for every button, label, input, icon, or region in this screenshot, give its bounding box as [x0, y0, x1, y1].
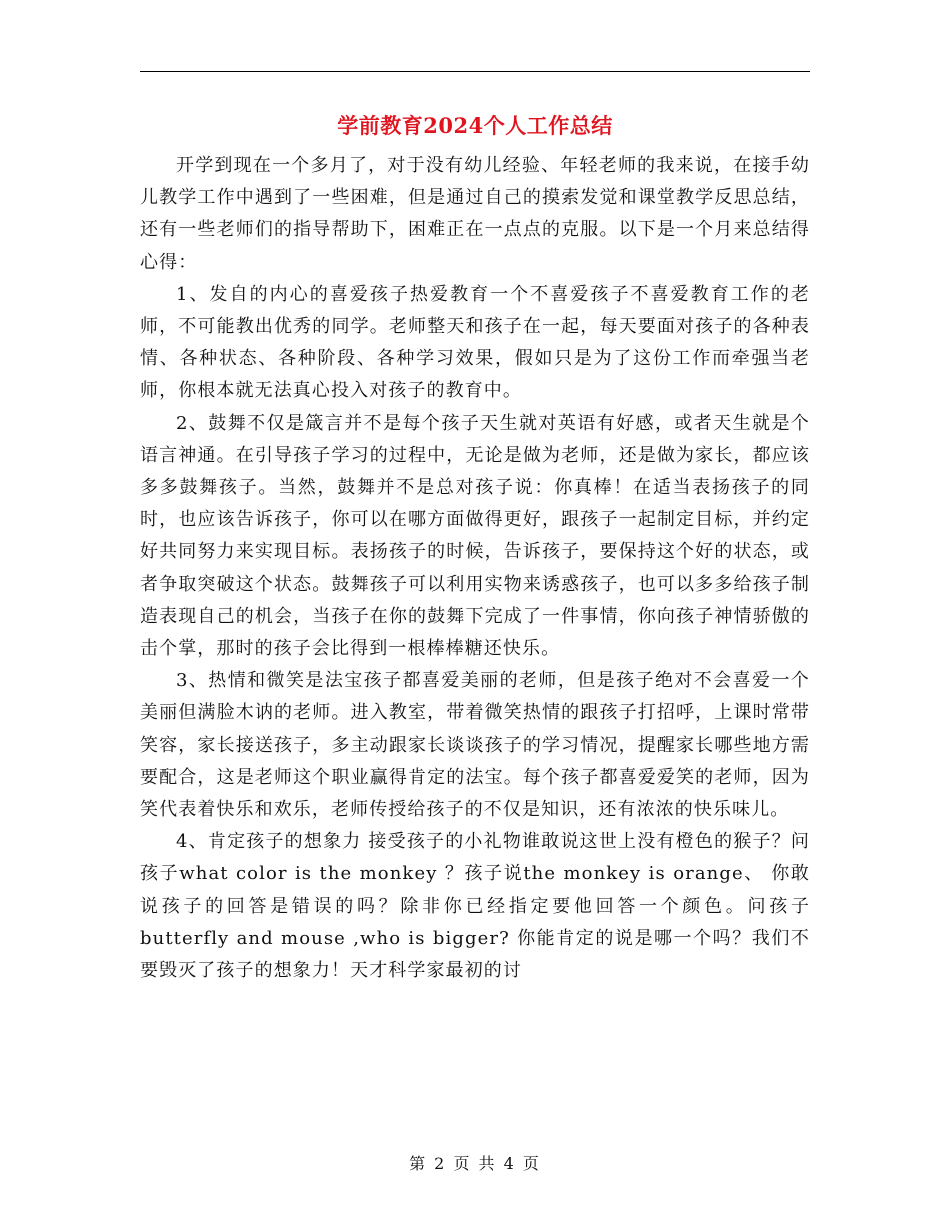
- document-title: 学前教育2024个人工作总结: [337, 113, 613, 138]
- paragraph-point-2: 2、鼓舞不仅是箴言并不是每个孩子天生就对英语有好感，或者天生就是个语言神通。在引导孩子学习的过程中，无论是做为老师，还是做为家长，都应该多多鼓舞孩子。当然，鼓舞并不是总对孩子说：你真棒！在适当表扬孩子的同时，也应该告诉孩子，你可以在哪方面做得更好，跟孩子一起制定目标，并约定好共同努力来实现目标。表扬孩子的时候，告诉孩子，要保持这个好的状态，或者争取突破这个状态。鼓舞孩子可以利用实物来诱惑孩子，也可以多多给孩子制造表现自己的机会，当孩子在你的鼓舞下完成了一件事情，你向孩子神情骄傲的击个掌，那时的孩子会比得到一根棒棒糖还快乐。: [140, 412, 810, 660]
- header-rule: [140, 71, 810, 72]
- paragraph-point-4: 4、肯定孩子的想象力 接受孩子的小礼物谁敢说这世上没有橙色的猴子？问孩子what color is the monkey ？孩子说the monkey is orange、 你敢说孩子的回答是错误的吗？除非你已经指定要他回答一个颜色。问孩子butterfly and mouse ,who is bigger? 你能肯定的说是哪一个吗？我们不要毁灭了孩子的想象力！天才科学家最初的讨: [140, 831, 810, 982]
- paragraph-point-3: 3、热情和微笑是法宝孩子都喜爱美丽的老师，但是孩子绝对不会喜爱一个美丽但满脸木讷的老师。进入教室，带着微笑热情的跟孩子打招呼，上课时常带笑容，家长接送孩子，多主动跟家长谈谈孩子的学习情况，提醒家长哪些地方需要配合，这是老师这个职业赢得肯定的法宝。每个孩子都喜爱爱笑的老师，因为笑代表着快乐和欢乐，老师传授给孩子的不仅是知识，还有浓浓的快乐味儿。: [140, 670, 810, 821]
- page-number: 第 2 页 共 4 页: [409, 1154, 541, 1173]
- paragraph-point-1: 1、发自的内心的喜爱孩子热爱教育一个不喜爱孩子不喜爱教育工作的老师，不可能教出优秀的同学。老师整天和孩子在一起，每天要面对孩子的各种表情、各种状态、各种阶段、各种学习效果，假如只是为了这份工作而牵强当老师，你根本就无法真心投入对孩子的教育中。: [140, 283, 810, 402]
- document-body: [140, 150, 810, 987]
- paragraph-intro: 开学到现在一个多月了，对于没有幼儿经验、年轻老师的我来说，在接手幼儿教学工作中遇到了一些困难，但是通过自己的摸索发觉和课堂教学反思总结，还有一些老师们的指导帮助下，困难正在一点点的克服。以下是一个月来总结得心得：: [140, 155, 810, 273]
